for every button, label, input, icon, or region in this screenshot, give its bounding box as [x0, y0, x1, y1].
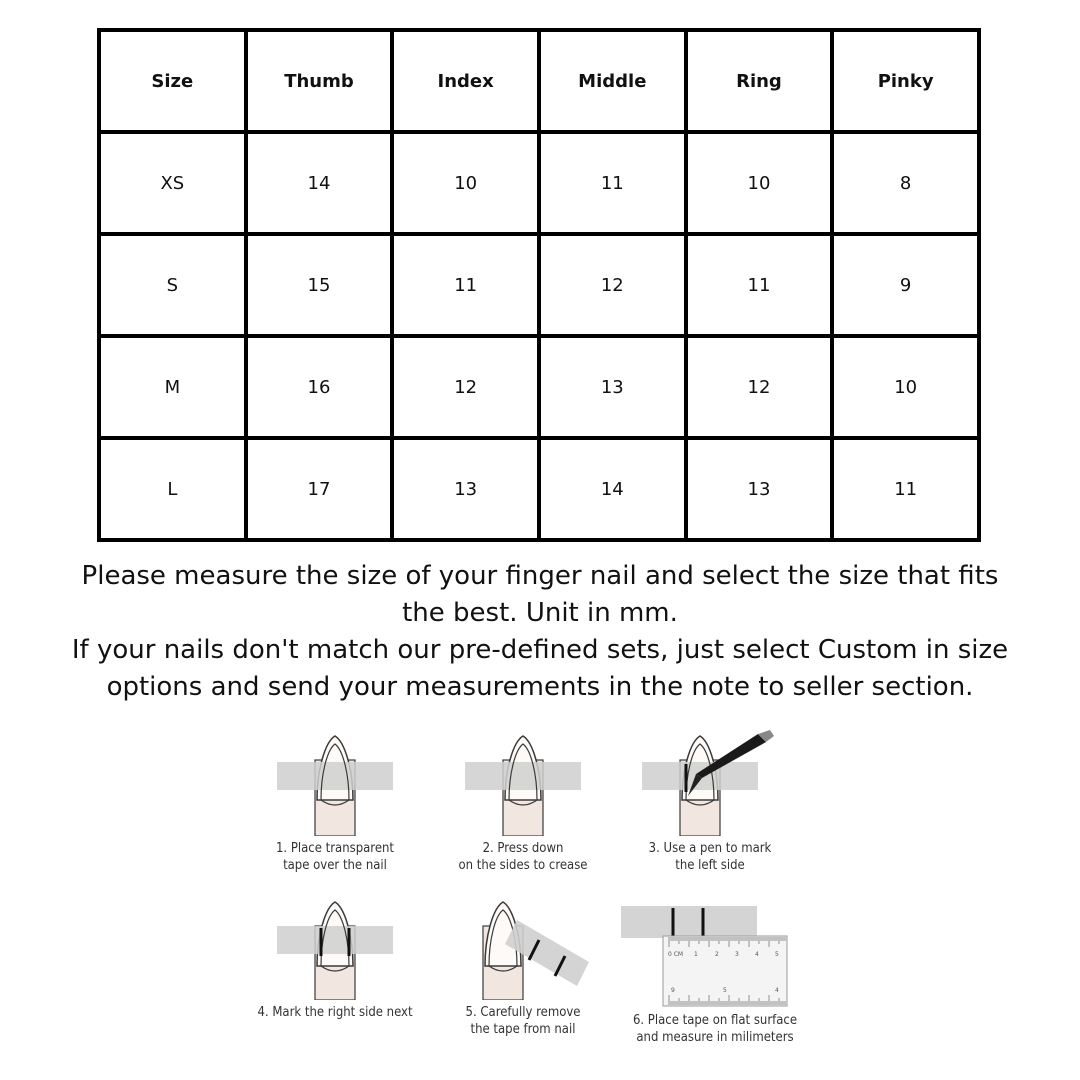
table-cell: 9: [832, 234, 979, 336]
table-cell: 13: [539, 336, 686, 438]
table-header-row: [99, 30, 979, 132]
table-row: [99, 234, 979, 336]
header-thumb: Thumb: [246, 30, 393, 132]
ruler-label: 4: [775, 987, 779, 994]
step-1: [240, 730, 430, 874]
step-5-caption: 5. Carefully remove the tape from nail: [465, 1005, 581, 1037]
step-3-caption: 3. Use a pen to mark the left side: [648, 841, 772, 873]
table-cell: 14: [539, 438, 686, 540]
table-cell: XS: [99, 132, 246, 234]
step-1-caption: 1. Place transparent tape over the nail: [275, 841, 395, 873]
step-2: [428, 730, 618, 874]
table-cell: 14: [246, 132, 393, 234]
ruler-label: 1: [694, 951, 698, 958]
table-cell: 10: [686, 132, 833, 234]
table-cell: 12: [686, 336, 833, 438]
ruler-label: 0 CM: [668, 951, 684, 958]
table-cell: 15: [246, 234, 393, 336]
header-middle: Middle: [539, 30, 686, 132]
ruler-label: 9: [671, 987, 675, 994]
table-cell: 17: [246, 438, 393, 540]
table-cell: 8: [832, 132, 979, 234]
ruler-label: 5: [723, 987, 727, 994]
finger-tape-icon: [275, 730, 395, 836]
header-pinky: Pinky: [832, 30, 979, 132]
instruction-line-1: Please measure the size of your finger nail and select the size that fits the best. Unit in mm.: [81, 561, 999, 628]
header-size: Size: [99, 30, 246, 132]
table-cell: 10: [832, 336, 979, 438]
table-cell: 11: [686, 234, 833, 336]
ruler-label: 4: [755, 951, 759, 958]
step-2-caption: 2. Press down on the sides to crease: [458, 841, 588, 873]
remove-tape-icon: [453, 896, 593, 1000]
table-cell: 16: [246, 336, 393, 438]
table-cell: 13: [686, 438, 833, 540]
table-cell: 11: [832, 438, 979, 540]
step-3: [615, 730, 805, 874]
header-index: Index: [392, 30, 539, 132]
size-chart-table: [97, 28, 981, 542]
table-cell: 12: [392, 336, 539, 438]
table-cell: 13: [392, 438, 539, 540]
ruler-measure-icon: [615, 896, 815, 1008]
table-row: [99, 132, 979, 234]
instruction-line-2: If your nails don't match our pre-defined sets, just select Custom in size options and send your measurements in the note to seller section.: [71, 635, 1009, 702]
table-cell: 10: [392, 132, 539, 234]
table-cell: 11: [539, 132, 686, 234]
table-cell: S: [99, 234, 246, 336]
step-6: [615, 896, 815, 1046]
header-ring: Ring: [686, 30, 833, 132]
pen-mark-icon: [640, 730, 780, 836]
ruler-label: 2: [715, 951, 719, 958]
table-row: [99, 438, 979, 540]
table-cell: 11: [392, 234, 539, 336]
mark-right-icon: [275, 896, 395, 1000]
ruler-label: 3: [735, 951, 739, 958]
step-4-caption: 4. Mark the right side next: [257, 1005, 413, 1020]
ruler-label: 5: [775, 951, 779, 958]
table-cell: L: [99, 438, 246, 540]
finger-crease-icon: [463, 730, 583, 836]
table-cell: 12: [539, 234, 686, 336]
measurement-steps: [240, 730, 840, 1060]
step-5: [428, 896, 618, 1038]
measurement-instructions: [60, 558, 1020, 706]
table-row: [99, 336, 979, 438]
step-6-caption: 6. Place tape on flat surface and measure in milimeters: [632, 1013, 798, 1045]
table-cell: M: [99, 336, 246, 438]
step-4: [240, 896, 430, 1021]
